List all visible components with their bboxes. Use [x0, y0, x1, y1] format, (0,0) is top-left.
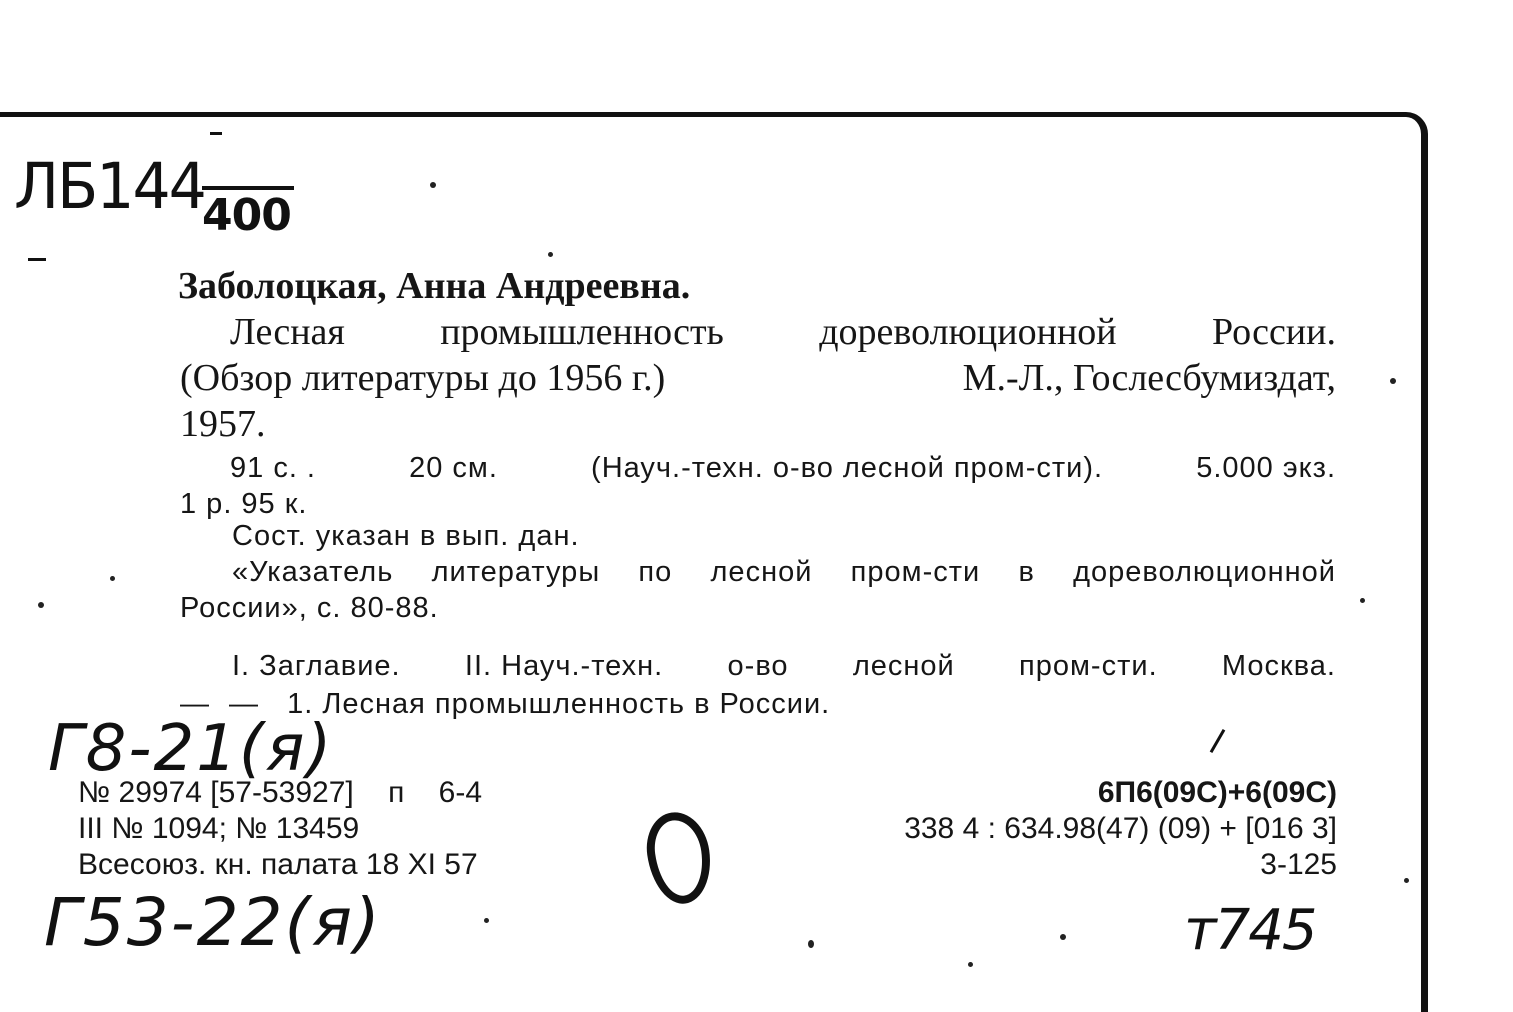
bib-word: «Указатель [232, 556, 394, 588]
tracing: I. Заглавие. [232, 650, 401, 682]
ink-speck [110, 576, 115, 581]
record-code: 6-4 [438, 776, 483, 809]
title-word: России. [1211, 311, 1336, 353]
bib-word: по [638, 556, 673, 588]
ink-speck [38, 602, 44, 608]
bib-word: в [1018, 556, 1035, 588]
imprint: М.-Л., Гослесбумиздат, [962, 357, 1336, 399]
tracings-line-1 [232, 650, 1336, 683]
title-subtitle: (Обзор литературы до 1956 г.) [180, 357, 666, 399]
ink-speck [1060, 934, 1066, 940]
card-index: 3-125 [1260, 848, 1337, 881]
bib-word: литературы [431, 556, 601, 588]
ink-speck [430, 182, 436, 188]
collation-line [230, 452, 1336, 485]
tracing-dashes: — — [180, 688, 265, 720]
ink-speck [808, 940, 814, 948]
title-word: дореволюционной [819, 311, 1117, 353]
title-line-2 [180, 356, 1336, 400]
author-heading: Заболоцкая, Анна Андреевна. [178, 265, 691, 307]
shelfmark-main: ЛБ144 [14, 150, 205, 224]
pages: 91 с. . [230, 452, 316, 484]
title-word: Лесная [230, 311, 345, 353]
price: 1 р. 95 к. [180, 488, 308, 520]
udc-code: 338 4 : 634.98(47) (09) + [016 3] [904, 812, 1337, 845]
bib-word: дореволюционной [1073, 556, 1336, 588]
series: (Науч.-техн. о-во лесной пром-сти). [591, 452, 1104, 484]
handwritten-t745: т745 [1184, 898, 1316, 963]
subject-heading: 1. Лесная промышленность в России. [287, 688, 831, 720]
tracing: о-во [727, 650, 789, 682]
classification-code: 6П6(09С)+6(09С) [1097, 776, 1337, 809]
iii-number: III № 1094; № 13459 [78, 812, 360, 845]
handwritten-shelf-code-2: Г53-22(я) [44, 884, 382, 961]
ink-speck [1360, 598, 1365, 603]
record-number: № 29974 [57-53927] [78, 776, 354, 809]
compiler-note: Сост. указан в вып. дан. [232, 520, 580, 552]
title-line-1 [230, 310, 1336, 354]
book-chamber-line: Всесоюз. кн. палата 18 XI 57 [78, 848, 478, 881]
ink-speck [1404, 878, 1409, 883]
ink-speck [484, 918, 489, 923]
size: 20 см. [409, 452, 498, 484]
bib-word: пром-сти [850, 556, 981, 588]
handwritten-shelf-code-1: Г8-21(я) [48, 712, 334, 786]
tracing: пром-сти. [1019, 650, 1158, 682]
tracing: II. Науч.-техн. [464, 650, 664, 682]
bib-word: лесной [710, 556, 813, 588]
ink-mark [28, 258, 46, 261]
imprint-year: 1957. [180, 403, 266, 445]
tracing: лесной [852, 650, 955, 682]
tracing: Москва. [1221, 650, 1336, 682]
ink-speck [548, 252, 553, 257]
ink-mark [210, 132, 222, 135]
print-run: 5.000 экз. [1196, 452, 1336, 484]
bibliography-note-line-2: России», с. 80-88. [180, 592, 439, 624]
ink-speck [1390, 378, 1396, 384]
ink-speck [968, 962, 973, 967]
shelfmark-sub: 400 [202, 186, 294, 238]
title-word: промышленность [440, 311, 724, 353]
bibliography-note-line-1 [232, 556, 1336, 589]
record-letter: п [388, 776, 405, 809]
